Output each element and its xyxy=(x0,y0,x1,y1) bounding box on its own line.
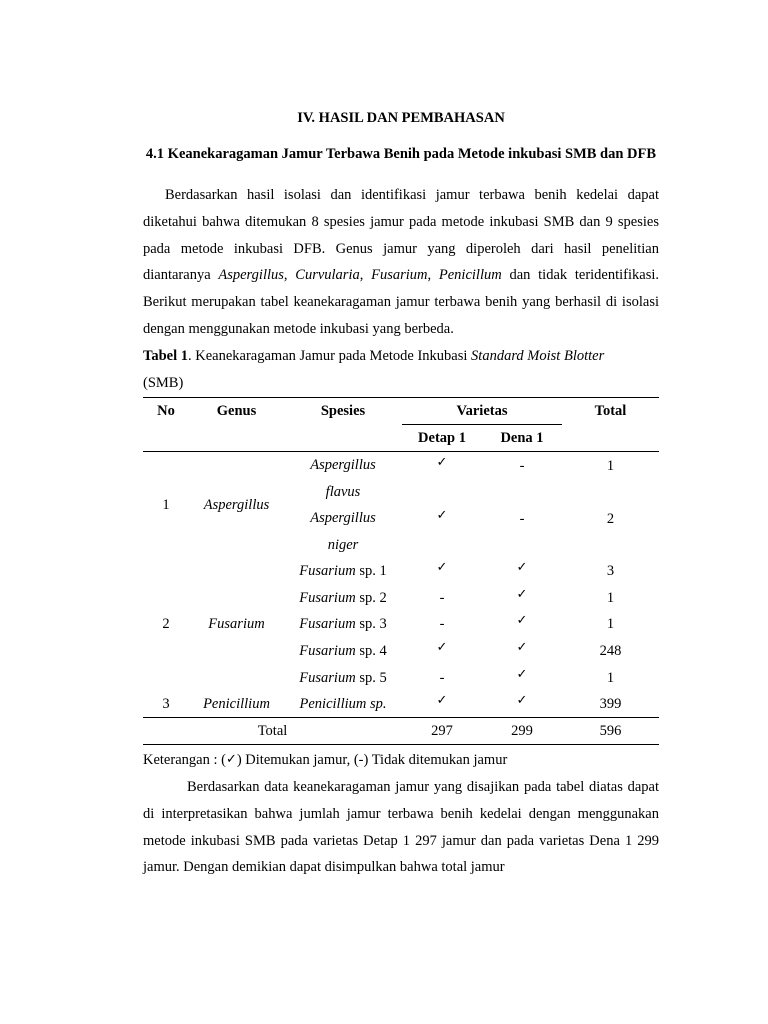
section-title: 4.1 Keanekaragaman Jamur Terbawa Benih pada Metode inkubasi SMB dan DFB xyxy=(145,146,657,162)
genus-fusarium: Fusarium xyxy=(371,267,428,284)
species-epithet: niger xyxy=(327,536,359,553)
value-cell: - xyxy=(519,511,525,528)
group-no: 1 xyxy=(143,452,189,559)
value-cell: - xyxy=(482,452,562,506)
total-detap-1: 297 xyxy=(402,718,482,745)
species-cell xyxy=(284,691,402,718)
check-icon: ✓ xyxy=(436,455,448,470)
separator: , xyxy=(359,267,372,284)
fungi-table xyxy=(143,397,659,745)
species-epithet: flavus xyxy=(325,483,361,500)
species-cell xyxy=(284,558,402,585)
species-cell xyxy=(284,505,402,558)
group-no: 3 xyxy=(162,695,170,712)
species-epithet: sp. 3 xyxy=(355,616,387,633)
header-total: Total xyxy=(562,398,659,452)
genus-curvularia: Curvularia xyxy=(295,267,360,284)
total-all: 596 xyxy=(562,718,659,745)
table-caption-label: Tabel 1 xyxy=(143,348,188,364)
table-caption-method: Standard Moist Blotter xyxy=(471,348,605,364)
table-row xyxy=(143,558,659,585)
check-icon: ✓ xyxy=(516,639,528,655)
genus-penicillum: Penicillum xyxy=(438,267,502,284)
species-cell xyxy=(284,585,402,612)
species-name: Fusarium xyxy=(299,616,356,633)
check-icon: ✓ xyxy=(436,692,448,708)
check-icon: ✓ xyxy=(436,508,448,524)
total-cell: 2 xyxy=(606,511,615,528)
species-cell xyxy=(284,452,402,506)
genus-aspergillus: Aspergillus xyxy=(218,267,284,284)
separator: , xyxy=(283,267,296,284)
species-epithet: sp. 1 xyxy=(355,563,387,580)
species-epithet: sp. 4 xyxy=(355,642,387,659)
chapter-title: IV. HASIL DAN PEMBAHASAN xyxy=(297,110,505,126)
species-cell xyxy=(284,665,402,692)
para1-text-b: dan tidak teridentifikasi. Berikut merupakan tabel keanekaragaman jamur terbawa benih yang berhasil di isolasi dengan menggunakan metode inkubasi yang berbeda. xyxy=(143,267,660,337)
check-icon: ✓ xyxy=(436,639,448,655)
species-epithet: sp. 2 xyxy=(355,589,387,606)
header-varietas: Varietas xyxy=(402,398,562,425)
check-icon: ✓ xyxy=(516,586,528,602)
header-spesies: Spesies xyxy=(284,398,402,452)
total-cell: 1 xyxy=(606,616,615,633)
species-epithet: sp. 5 xyxy=(355,669,387,686)
check-icon: ✓ xyxy=(516,560,528,576)
para1-text-a: Berdasarkan hasil isolasi dan identifikasi jamur terbawa benih kedelai dapat diketahui bahwa ditemukan 8 spesies jamur pada metode inkubasi SMB dan 9 spesies pada metode inkubasi DFB. Genus jamur yang diperoleh dari hasil penelitian diantaranya xyxy=(143,187,659,284)
value-cell: - xyxy=(439,616,445,633)
group-genus: Fusarium xyxy=(208,616,265,633)
species-name: Fusarium xyxy=(299,669,356,686)
species-cell xyxy=(284,612,402,639)
total-cell: 1 xyxy=(562,452,659,506)
group-genus: Aspergillus xyxy=(203,496,270,513)
table-caption-abbr: (SMB) xyxy=(143,374,184,391)
species-name: Fusarium xyxy=(299,642,356,659)
check-icon: ✓ xyxy=(516,666,528,682)
total-label: Total xyxy=(143,718,402,745)
check-icon: ✓ xyxy=(516,692,528,708)
table-note xyxy=(143,750,659,771)
species-name: Aspergillus xyxy=(310,457,376,473)
species-name: Aspergillus xyxy=(310,510,376,527)
total-cell: 1 xyxy=(606,589,615,606)
check-icon: ✓ xyxy=(516,613,528,629)
value-cell: - xyxy=(439,669,445,686)
total-cell: 3 xyxy=(606,563,615,580)
total-cell: 1 xyxy=(606,669,615,686)
para2-text: Berdasarkan data keanekaragaman jamur yang disajikan pada tabel diatas dapat di interpretasikan bahwa jumlah jamur terbawa benih kedelai dengan menggunakan metode inkubasi SMB pada varietas Detap 1 297 jamur dan pada varietas Dena 1 299 jamur. Dengan demikian dapat disimpulkan bahwa total jamur xyxy=(143,779,659,876)
group-no: 2 xyxy=(162,616,170,633)
header-no: No xyxy=(143,398,189,452)
species-name: Penicillium sp. xyxy=(299,695,387,712)
table-caption xyxy=(143,343,659,397)
value-cell: - xyxy=(439,589,445,606)
species-cell xyxy=(284,638,402,665)
separator: , xyxy=(427,267,439,284)
total-cell: 399 xyxy=(599,695,622,712)
group-genus: Penicillium xyxy=(203,695,270,712)
note-prefix: Keterangan : ( xyxy=(143,752,226,768)
species-name: Fusarium xyxy=(299,589,356,606)
paragraph-intro xyxy=(143,182,659,343)
species-name: Fusarium xyxy=(299,563,356,580)
total-dena-1: 299 xyxy=(482,718,562,745)
header-genus: Genus xyxy=(189,398,284,452)
table-row xyxy=(143,691,659,718)
paragraph-discussion xyxy=(143,774,659,881)
table-row xyxy=(143,452,659,506)
check-icon: ✓ xyxy=(225,752,237,767)
table-caption-text: . Keanekaragaman Jamur pada Metode Inkubasi xyxy=(188,348,472,364)
table-total-row xyxy=(143,718,659,745)
check-icon: ✓ xyxy=(436,560,448,576)
note-text: ) Ditemukan jamur, (-) Tidak ditemukan jamur xyxy=(236,752,508,768)
header-dena-1: Dena 1 xyxy=(482,425,562,452)
total-cell: 248 xyxy=(599,642,622,659)
header-detap-1: Detap 1 xyxy=(402,425,482,452)
